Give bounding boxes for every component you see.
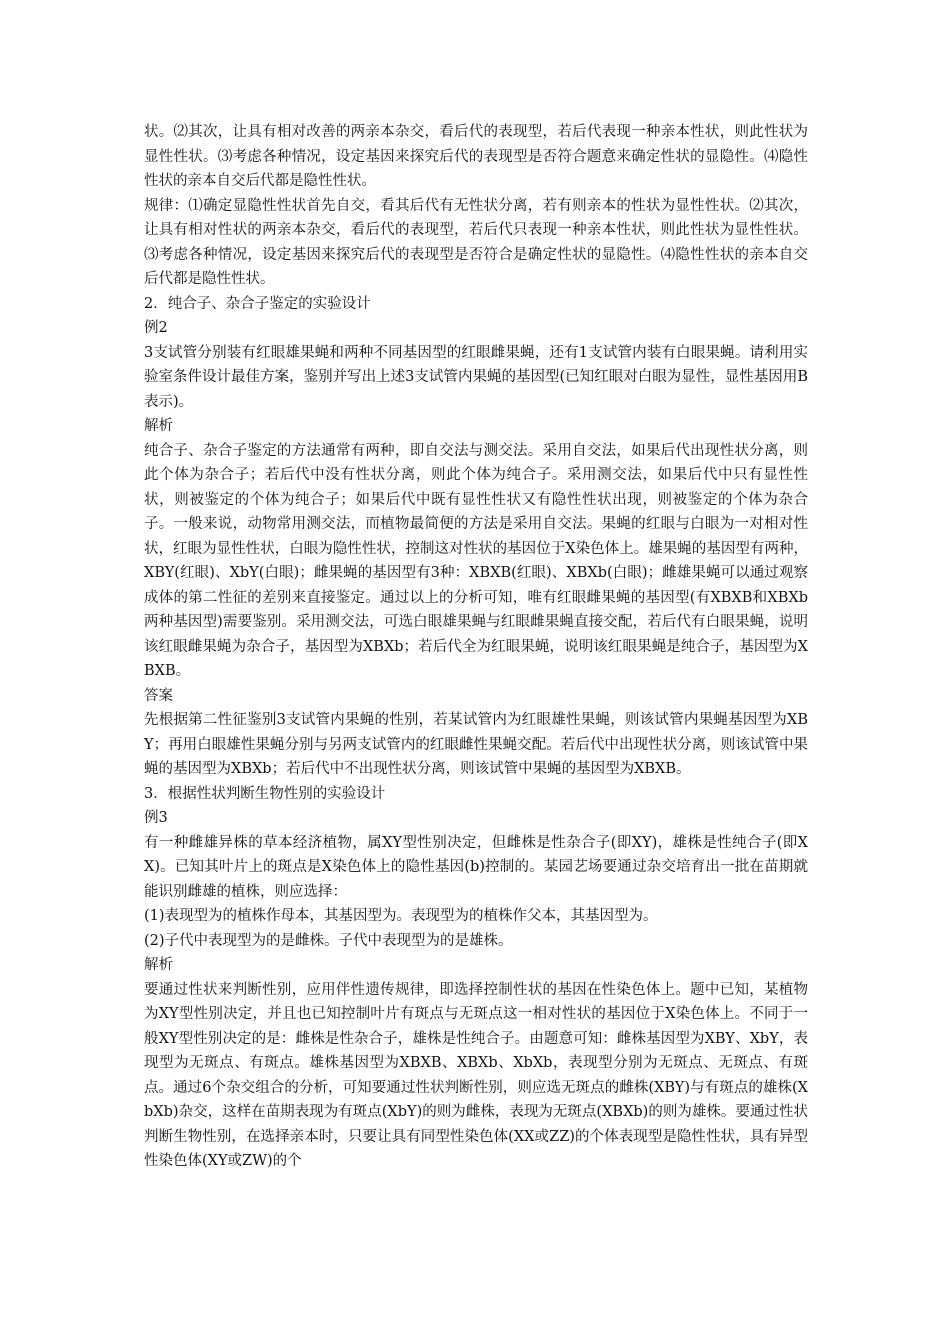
example-question-3: 有一种雌雄异株的草本经济植物，属XY型性别决定，但雌株是性杂合子(即XY)，雄株是性纯合子(即XX)。已知其叶片上的斑点是X染色体上的隐性基因(b)控制的。某园艺场要通过杂交培育出一批在苗期就能识别雌雄的植株，则应选择： (144, 834, 808, 900)
example-subquestion-3-2: (2)子代中表现型为的是雌株。子代中表现型为的是雄株。 (144, 932, 513, 949)
document-body (144, 120, 808, 1174)
paragraph-intro: 状。⑵其次，让具有相对改善的两亲本杂交，看后代的表现型，若后代表现一种亲本性状，则此性状为显性性状。⑶考虑各种情况，设定基因来探究后代的表现型是否符合题意来确定性状的显隐性。⑷隐性性状的亲本自交后代都是隐性性状。 (144, 124, 808, 189)
example-question-2: 3支试管分别装有红眼雄果蝇和两种不同基因型的红眼雌果蝇，还有1支试管内装有白眼果蝇。请利用实验室条件设计最佳方案，鉴别并写出上述3支试管内果蝇的基因型(已知红眼对白眼为显性，显性基因用B表示)。 (144, 344, 808, 410)
analysis-text-2: 纯合子、杂合子鉴定的方法通常有两种，即自交法与测交法。采用自交法，如果后代出现性状分离，则此个体为杂合子；若后代中没有性状分离，则此个体为纯合子。采用测交法，如果后代中只有显性性状，则被鉴定的个体为纯合子；如果后代中既有显性性状又有隐性性状出现，则被鉴定的个体为杂合子。一般来说，动物常用测交法，而植物最简便的方法是采用自交法。果蝇的红眼与白眼为一对相对性状，红眼为显性性状，白眼为隐性性状，控制这对性状的基因位于X染色体上。雄果蝇的基因型有两种，XBY(红眼)、XbY(白眼)；雌果蝇的基因型有3种：XBXB(红眼)、XBXb(白眼)；雌雄果蝇可以通过观察成体的第二性征的差别来直接鉴定。通过以上的分析可知，唯有红眼雌果蝇的基因型(有XBXB和XBXb两种基因型)需要鉴别。采用测交法，可选白眼雄果蝇与红眼雌果蝇直接交配，若后代有白眼果蝇，说明该红眼雌果蝇为杂合子，基因型为XBXb；若后代全为红眼果蝇，说明该红眼果蝇是纯合子，基因型为XBXB。 (144, 442, 808, 679)
section-heading-2: 2．纯合子、杂合子鉴定的实验设计 (144, 295, 371, 312)
section-heading-3: 3．根据性状判断生物性别的实验设计 (144, 785, 386, 802)
answer-label-2: 答案 (144, 687, 173, 704)
example-label-3: 例3 (144, 810, 168, 826)
answer-text-2: 先根据第二性征鉴别3支试管内果蝇的性别，若某试管内为红眼雄性果蝇，则该试管内果蝇基因型为XBY；再用白眼雄性果蝇分别与另两支试管内的红眼雌性果蝇交配。若后代中出现性状分离，则该试管中果蝇的基因型为XBXb；若后代中不出现性状分离，则该试管中果蝇的基因型为XBXB。 (144, 712, 808, 777)
example-label-2: 例2 (144, 320, 168, 336)
analysis-label-2: 解析 (144, 418, 173, 434)
example-subquestion-3-1: (1)表现型为的植株作母本，其基因型为。表现型为的植株作父本，其基因型为。 (144, 908, 658, 924)
analysis-label-3: 解析 (144, 957, 173, 973)
analysis-text-3: 要通过性状来判断性别，应用伴性遗传规律，即选择控制性状的基因在性染色体上。题中已知，某植物为XY型性别决定，并且也已知控制叶片有斑点与无斑点这一相对性状的基因位于X染色体上。不同于一般XY型性别决定的是：雌株是性杂合子，雄株是性纯合子。由题意可知：雌株基因型为XBY、XbY，表现型为无斑点、有斑点。雄株基因型为XBXB、XBXb、XbXb，表现型分别为无斑点、无斑点、有斑点。通过6个杂交组合的分析，可知要通过性状判断性别，则应选无斑点的雌株(XBY)与有斑点的雄株(XbXb)杂交，这样在苗期表现为有斑点(XbY)的则为雌株，表现为无斑点(XBXb)的则为雄株。要通过性状判断生物性别，在选择亲本时，只要让具有同型性染色体(XX或ZZ)的个体表现型是隐性性状，具有异型性染色体(XY或ZW)的个 (144, 981, 808, 1169)
paragraph-rule: 规律：⑴确定显隐性性状首先自交，看其后代有无性状分离，若有则亲本的性状为显性性状。⑵其次，让具有相对性状的两亲本杂交，看后代的表现型，若后代只表现一种亲本性状，则此性状为显性性状。⑶考虑各种情况，设定基因来探究后代的表现型是否符合是确定性状的显隐性。⑷隐性性状的亲本自交后代都是隐性性状。 (144, 197, 808, 287)
